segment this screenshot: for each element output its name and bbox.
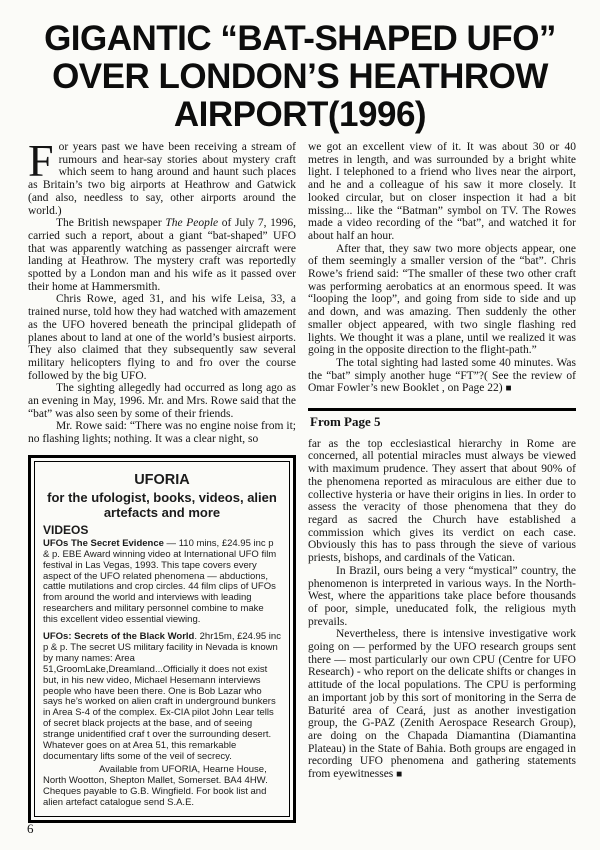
headline-line-1: GIGANTIC “BAT-SHAPED UFO” (44, 19, 556, 58)
paragraph-rowe-quote: Mr. Rowe said: “There was no engine noise from it; no flashing lights; nothing. It was a clear night, so (28, 420, 296, 446)
paragraph-newspaper (28, 217, 296, 293)
drop-cap: F (28, 135, 54, 186)
paragraph-total-sighting (308, 357, 576, 396)
paragraph-rowe-family: Chris Rowe, aged 31, and his wife Leisa, 33, a trained nurse, told how they had watched with amazement as the UFO hovered beneath the principal glidepath of planes about to land at one of the world’s busiest airports. They also claimed that they subsequently saw several military helicopters flying to and fro over the course followed by the big UFO. (28, 293, 296, 382)
article-headline (0, 0, 600, 134)
advert-item-black-world (43, 632, 281, 763)
from-page-5-heading: From Page 5 (310, 414, 381, 430)
left-column (28, 135, 296, 823)
paragraph-brazil: In Brazil, ours being a very “mystical” country, the phenomenon is interpreted in various ways. In the North-West, where the apparitions take place before thousands of poor, simple, uneducated folk, the religious myth prevails. (308, 564, 576, 628)
advert-item-2-body: . 2hr15m, £24.95 inc p & p. The secret US military facility in Nevada is known by many names: Area 51,GroomLake,Dreamland...Officially it does not exist but, in his new video, Michael Hesemann interviews people who have been there. One is Bob Lazar who says he’s worked on alien craft in underground bunkers in Area S-4 of the complex. Ex-CIA pilot John Lear tells of secret black projects at the base, and of seeing strange unidentified craf t over the surrounding desert. Whatever goes on at Area 51, this remarkable documentary lifts some of the veil of secrecy. (43, 631, 281, 762)
paragraph-newspaper-rest: of July 7, 1996, carried such a report, about a giant “bat-shaped” UFO that was apparently watching as passenger aircraft were landing at Heathrow. The mystery craft was reportedly spotted by a London man and his wife as it passed over their home at Hammersmith. (28, 217, 296, 293)
headline-line-3: AIRPORT(1996) (173, 95, 427, 134)
paragraph-sighting-date: The sighting allegedly had occurred as long ago as an evening in May, 1996. Mr. and Mrs. Rowe said that the “bat” was also seen by some of their friends. (28, 382, 296, 420)
advert-title: UFORIA (134, 471, 190, 488)
article-columns (0, 134, 600, 823)
paragraph-vatican: far as the top ecclesiastical hierarchy in Rome are concerned, all potential miracles must always be viewed with maximum prudence. They assert that about 90% of the phenomena reported as miraculous are either due to collective hysteria or have their origins in lies. In order to assess the veracity of those phenomena that they do regard as sacred the Church have established a commission which gives its verdict on each case. Obviously this has to pass through the sieve of various priests, bishops, and cardinals of the Vatican. (308, 437, 576, 565)
end-of-article-mark: ■ (505, 383, 512, 395)
advert-item-secret-evidence (43, 539, 281, 626)
headline-line-2: OVER LONDON’S HEATHROW (52, 57, 548, 96)
paragraph-total-sighting-text: The total sighting had lasted some 40 minutes. Was the “bat” simply another huge “FT”?( See the review of Omar Fowler’s new Booklet , on Page 22) (308, 356, 576, 395)
page-number: 6 (27, 821, 34, 836)
uforia-advert-box (28, 455, 296, 823)
advert-item-1-title: UFOs The Secret Evidence (43, 537, 164, 549)
paragraph-intro (28, 135, 296, 217)
newspaper-name-italic: The People (165, 217, 219, 230)
advert-item-2-title: UFOs: Secrets of the Black World (43, 631, 195, 643)
paragraph-research-groups-text: Nevertheless, there is intensive investigative work going on — performed by the UFO research groups sent there — most particularly our own CPU (Centre for UFO Research) - who report on the delicate shifts or changes in attitude of the local populations. The CPU is performing an important job by this sort of monitoring in the Serra de Baturité area of Ceará, just as another investigation group, the G-PAZ (Zenith Aerospace Research Group), are doing on the Chapada Diamantina (Diamantina Plateau) in the State of Bahia. Both groups are engaged in recording UFO phenomena and gathering statements from eyewitnesses (308, 628, 576, 781)
uforia-advert-inner (34, 461, 290, 817)
advert-subtitle: for the ufologist, books, videos, alien artefacts and more (47, 489, 277, 520)
advert-item-1-body: — 110 mins, £24.95 inc p & p. EBE Award winning video at International UFO film festival in Las Vegas, 1993. This tape covers every aspect of the UFO related phenomena — abductions, cattle mutilations and crop circles. 44 film clips of UFOs from around the world and interviews with leading researchers and military personnel combine to make this excellent video essential viewing. (43, 537, 277, 626)
paragraph-more-objects: After that, they saw two more objects appear, one of them seemingly a smaller version of the “bat”. Chris Rowe’s friend said: “The smaller of these two other craft was performing aerobatics at an enormous speed. It was “looping the loop”, and going from side to side and up and down, and was amazing. Then suddenly the other smaller object appeared, with two single flashing red lights. We thought it was a plane, until we realized it was going in the opposite direction to the flight-path.” (308, 242, 576, 357)
paragraph-newspaper-text: The British newspaper (56, 217, 166, 230)
paragraph-intro-text: or years past we have been receiving a stream of rumours and hear-say stories about mystery craft which seem to hang around and haunt such places as Britain’s two big airports at Heathrow and Gatwick (and also, needless to say, other airports around the world.) (28, 141, 296, 217)
right-column (308, 141, 576, 823)
advert-videos-heading: VIDEOS (43, 522, 89, 537)
advert-contact-details: Available from UFORIA, Hearne House, North Wootton, Shepton Mallet, Somerset. BA4 4HW. Cheques payable to G.B. Wingfield. For book list and alien artefact catalogue send S.A.E. (43, 763, 268, 808)
end-of-section-mark: ■ (396, 769, 403, 781)
paragraph-research-groups (308, 628, 576, 781)
section-divider-rule (308, 408, 576, 411)
paragraph-excellent-view: we got an excellent view of it. It was about 30 or 40 metres in length, and was surrounded by a bright white light. I telephoned to a friend who lives near the airport, and he and a colleague of his saw it more closely. It looked circular, but on closer inspection it had a bit missing... like the “Batman” symbol on TV. The Rowes made a video recording of the “bat”, and watched it for about half an hour. (308, 141, 576, 242)
